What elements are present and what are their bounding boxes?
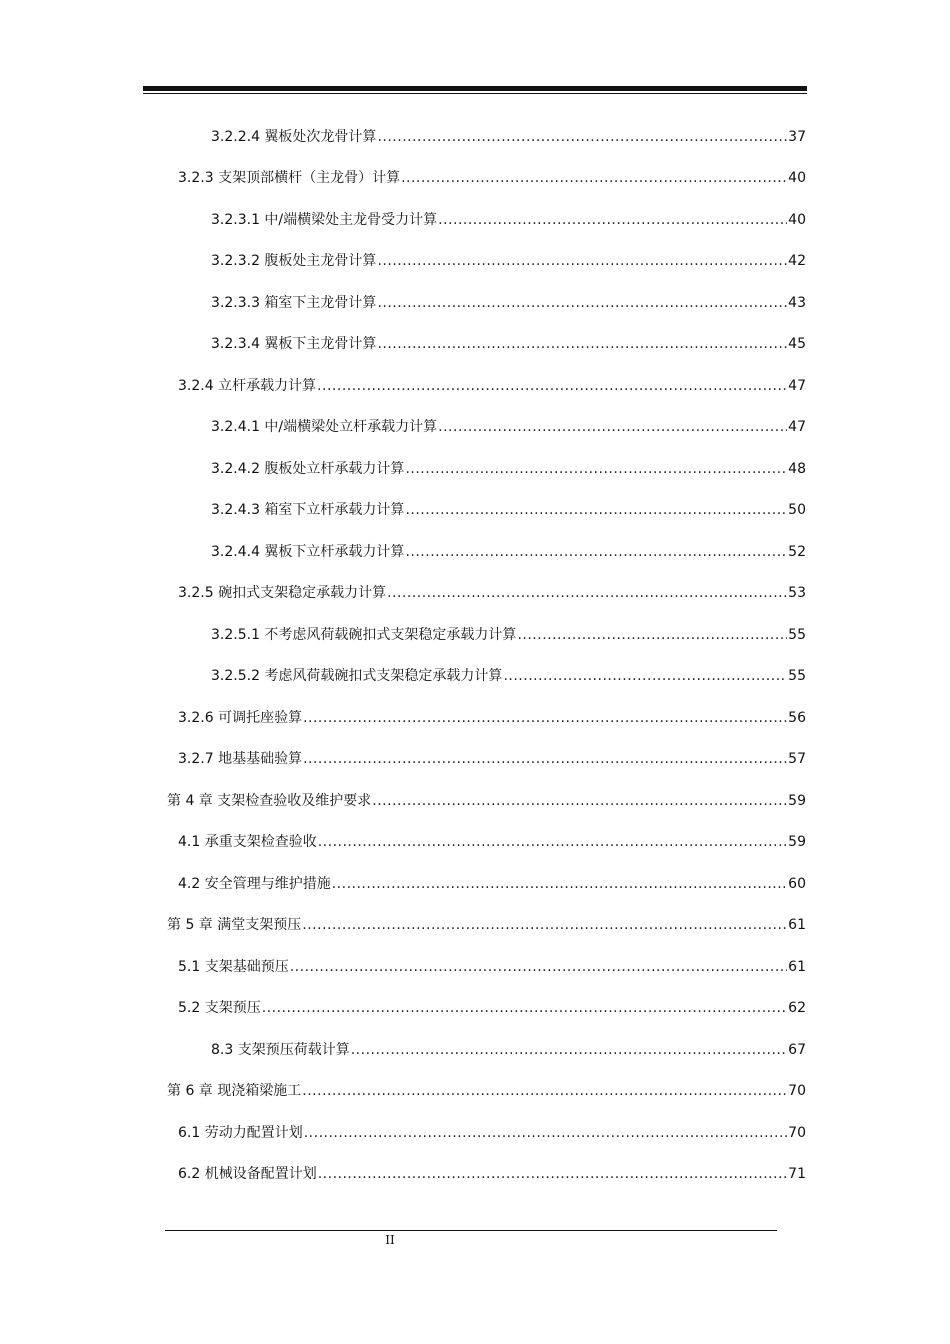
- toc-entry-label: 3.2.4.3 箱室下立杆承载力计算: [211, 502, 405, 518]
- toc-entry[interactable]: [178, 582, 806, 604]
- toc-entry-label: 6.1 劳动力配置计划: [178, 1125, 303, 1141]
- toc-entry[interactable]: [178, 748, 806, 770]
- toc-leader: [438, 416, 787, 438]
- toc-entry-page: 61: [788, 959, 806, 975]
- toc-entry-label: 4.1 承重支架检查验收: [178, 834, 317, 850]
- toc-entry-page: 59: [788, 793, 806, 809]
- toc-entry[interactable]: [211, 209, 806, 231]
- toc-leader: [372, 790, 787, 812]
- toc-entry[interactable]: [178, 956, 806, 978]
- toc-leader: [302, 914, 787, 936]
- toc-entry-label: 3.2.6 可调托座验算: [178, 710, 303, 726]
- toc-entry-page: 70: [788, 1125, 806, 1141]
- toc-entry-page: 71: [788, 1166, 806, 1182]
- toc-leader: [317, 375, 787, 397]
- toc-leader: [377, 292, 787, 314]
- toc-entry-label: 3.2.4.2 腹板处立杆承载力计算: [211, 461, 405, 477]
- toc-leader: [318, 831, 787, 853]
- toc-entry[interactable]: [211, 292, 806, 314]
- toc-entry[interactable]: [211, 499, 806, 521]
- toc-entry[interactable]: [178, 997, 806, 1019]
- toc-entry-page: 43: [788, 295, 806, 311]
- toc-entry-label: 3.2.3.4 翼板下主龙骨计算: [211, 336, 377, 352]
- toc-entry[interactable]: [178, 1122, 806, 1144]
- toc-leader: [405, 541, 787, 563]
- toc-entry[interactable]: [211, 624, 806, 646]
- toc-entry[interactable]: [167, 790, 806, 812]
- toc-entry-page: 50: [788, 502, 806, 518]
- toc-leader: [290, 956, 787, 978]
- toc-leader: [304, 1122, 787, 1144]
- toc-entry[interactable]: [211, 416, 806, 438]
- toc-entry-label: 3.2.5.2 考虑风荷载碗扣式支架稳定承载力计算: [211, 668, 503, 684]
- toc-entry-label: 3.2.5 碗扣式支架稳定承载力计算: [178, 585, 387, 601]
- toc-entry[interactable]: [211, 665, 806, 687]
- toc-entry[interactable]: [211, 250, 806, 272]
- toc-entry-page: 37: [788, 129, 806, 145]
- toc-entry-label: 3.2.2.4 翼板处次龙骨计算: [211, 129, 377, 145]
- toc-entry-page: 55: [788, 627, 806, 643]
- toc-entry-label: 6.2 机械设备配置计划: [178, 1166, 317, 1182]
- toc-entry-page: 48: [788, 461, 806, 477]
- toc-leader: [503, 665, 787, 687]
- toc-leader: [387, 582, 787, 604]
- page-number: II: [385, 1233, 395, 1247]
- toc-entry-page: 55: [788, 668, 806, 684]
- toc-leader: [303, 707, 787, 729]
- toc-entry[interactable]: [178, 707, 806, 729]
- toc-entry-page: 59: [788, 834, 806, 850]
- toc-entry[interactable]: [167, 914, 806, 936]
- toc-entry[interactable]: [211, 126, 806, 148]
- toc-leader: [262, 997, 787, 1019]
- header-rule: [143, 86, 807, 91]
- toc-leader: [302, 1080, 787, 1102]
- toc-entry[interactable]: [211, 333, 806, 355]
- toc-leader: [377, 250, 787, 272]
- toc-entry-page: 53: [788, 585, 806, 601]
- toc-leader: [405, 499, 787, 521]
- toc-entry-page: 61: [788, 917, 806, 933]
- toc-entry[interactable]: [178, 167, 806, 189]
- toc-entry-label: 8.3 支架预压荷载计算: [211, 1042, 350, 1058]
- toc-entry-page: 40: [788, 170, 806, 186]
- toc-leader: [377, 126, 787, 148]
- toc-leader: [332, 873, 787, 895]
- toc-entry-page: 52: [788, 544, 806, 560]
- toc-entry[interactable]: [178, 873, 806, 895]
- toc-entry-label: 3.2.3.3 箱室下主龙骨计算: [211, 295, 377, 311]
- toc-entry-label: 第 4 章 支架检查验收及维护要求: [167, 793, 372, 809]
- toc-entry-page: 56: [788, 710, 806, 726]
- toc-entry-page: 47: [788, 419, 806, 435]
- toc-entry[interactable]: [178, 375, 806, 397]
- toc-entry-page: 67: [788, 1042, 806, 1058]
- toc-entry-page: 60: [788, 876, 806, 892]
- toc-entry[interactable]: [178, 1163, 806, 1185]
- toc-leader: [318, 1163, 787, 1185]
- toc-leader: [517, 624, 787, 646]
- toc-leader: [303, 748, 787, 770]
- toc-entry-page: 47: [788, 378, 806, 394]
- toc-entry-page: 40: [788, 212, 806, 228]
- toc-entry-label: 3.2.7 地基基础验算: [178, 751, 303, 767]
- footer-rule: [165, 1230, 777, 1231]
- toc-entry-label: 4.2 安全管理与维护措施: [178, 876, 331, 892]
- toc-entry-page: 62: [788, 1000, 806, 1016]
- toc-entry-label: 3.2.3 支架顶部横杆（主龙骨）计算: [178, 170, 401, 186]
- toc-entry[interactable]: [211, 458, 806, 480]
- toc-entry-label: 5.1 支架基础预压: [178, 959, 289, 975]
- toc-entry-label: 5.2 支架预压: [178, 1000, 261, 1016]
- toc-entry-label: 3.2.4.1 中/端横梁处立杆承载力计算: [211, 419, 438, 435]
- toc-entry-label: 3.2.3.2 腹板处主龙骨计算: [211, 253, 377, 269]
- header-rule-thin: [143, 93, 807, 94]
- toc-leader: [405, 458, 787, 480]
- toc-entry-label: 3.2.3.1 中/端横梁处主龙骨受力计算: [211, 212, 438, 228]
- toc-entry[interactable]: [211, 541, 806, 563]
- toc-entry-label: 3.2.4 立杆承载力计算: [178, 378, 317, 394]
- toc-entry-label: 第 6 章 现浇箱梁施工: [167, 1083, 302, 1099]
- toc-entry-page: 45: [788, 336, 806, 352]
- toc-entry[interactable]: [167, 1080, 806, 1102]
- toc-entry-page: 42: [788, 253, 806, 269]
- toc-entry-label: 3.2.5.1 不考虑风荷载碗扣式支架稳定承载力计算: [211, 627, 517, 643]
- toc-leader: [438, 209, 787, 231]
- toc-entry[interactable]: [211, 1039, 806, 1061]
- toc-entry-page: 57: [788, 751, 806, 767]
- toc-entry-label: 第 5 章 满堂支架预压: [167, 917, 302, 933]
- toc-leader: [401, 167, 787, 189]
- toc-leader: [377, 333, 787, 355]
- toc-entry-page: 70: [788, 1083, 806, 1099]
- toc-leader: [351, 1039, 787, 1061]
- toc-entry-label: 3.2.4.4 翼板下立杆承载力计算: [211, 544, 405, 560]
- toc-entry[interactable]: [178, 831, 806, 853]
